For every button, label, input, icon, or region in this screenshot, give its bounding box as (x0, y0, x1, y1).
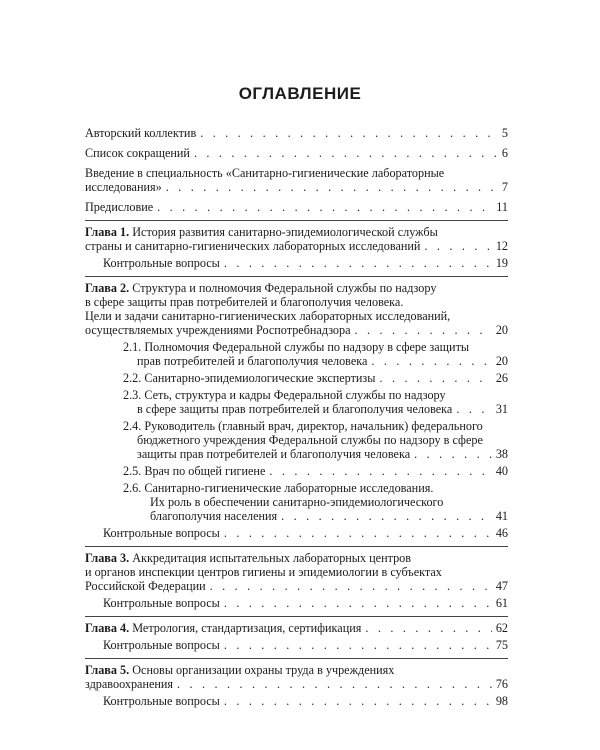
toc-entry-text: Их роль в обеспечении санитарно-эпидемиологического (150, 495, 444, 509)
toc-page-number: 5 (501, 126, 508, 140)
toc-entry-chapter-2[interactable] (85, 281, 508, 337)
toc-entry-section-2-5[interactable] (85, 464, 508, 478)
leader-dots (371, 354, 491, 368)
toc-entry-section-2-3[interactable] (85, 388, 508, 416)
leader-dots (200, 126, 498, 140)
toc-entry-section-2-6[interactable] (85, 481, 508, 523)
leader-dots (224, 526, 492, 540)
chapter-label: Глава 4. (85, 621, 130, 635)
toc-page-number: 26 (495, 371, 508, 385)
toc-page-number: 76 (495, 677, 508, 691)
toc-page-number: 19 (495, 256, 508, 270)
leader-dots (456, 402, 491, 416)
toc-entry-text: Контрольные вопросы (103, 596, 220, 610)
toc-entry-text: Полномочия Федеральной службы по надзору в сфере защиты (144, 340, 470, 354)
toc-page-number: 20 (495, 323, 508, 337)
toc-entry-text: Санитарно-эпидемиологические экспертизы (144, 371, 376, 385)
toc-entry-section-2-2[interactable] (85, 371, 508, 385)
toc-entry-text: Контрольные вопросы (103, 526, 220, 540)
leader-dots (157, 200, 492, 214)
toc-entry-text: Руководитель (главный врач, директор, начальник) федерального (144, 419, 483, 433)
toc-entry-chapter-4[interactable] (85, 621, 508, 635)
section-number: 2.1. (123, 340, 142, 354)
leader-dots (224, 256, 492, 270)
toc-entry-text: Авторский коллектив (85, 126, 197, 140)
toc-page-number: 31 (495, 402, 508, 416)
toc-entry-section-2-4[interactable] (85, 419, 508, 461)
leader-dots (224, 638, 492, 652)
toc-entry-chapter-3[interactable] (85, 551, 508, 593)
toc-page-number: 41 (495, 509, 508, 523)
section-number: 2.4. (123, 419, 142, 433)
toc-entry-text: осуществляемых учреждениями Роспотребнадзора (85, 323, 351, 337)
toc-entry-text: Структура и полномочия Федеральной службы по надзору (132, 281, 437, 295)
section-divider (85, 276, 508, 277)
section-number: 2.2. (123, 371, 142, 385)
toc-entry-section-2-1[interactable] (85, 340, 508, 368)
toc-entry-abbreviations[interactable] (85, 146, 508, 160)
chapter-label: Глава 1. (85, 225, 130, 239)
toc-entry-chapter-4-questions[interactable] (85, 638, 508, 652)
toc-page-number: 11 (496, 200, 508, 214)
toc-entry-text: Предисловие (85, 200, 154, 214)
toc-entry-chapter-5-questions[interactable] (85, 694, 508, 708)
toc-entry-text: История развития санитарно-эпидемиологической службы (132, 225, 438, 239)
toc-page-number: 7 (501, 180, 508, 194)
toc-entry-chapter-5[interactable] (85, 663, 508, 691)
toc-entry-text: исследования» (85, 180, 162, 194)
chapter-label: Глава 2. (85, 281, 130, 295)
toc-entry-text: и органов инспекции центров гигиены и эпидемиологии в субъектах (85, 565, 442, 579)
leader-dots (177, 677, 492, 691)
toc-entry-text: защиты прав потребителей и благополучия человека (137, 447, 411, 461)
toc-entry-text: здравоохранения (85, 677, 174, 691)
toc-entry-text: Врач по общей гигиене (144, 464, 266, 478)
toc-page-number: 6 (501, 146, 508, 160)
toc-entry-text: Контрольные вопросы (103, 638, 220, 652)
toc-entry-text: Цели и задачи санитарно-гигиенических лабораторных исследований, (85, 309, 451, 323)
toc-page-number: 61 (495, 596, 508, 610)
leader-dots (355, 323, 492, 337)
toc-entry-text: Санитарно-гигиенические лабораторные исследования. (144, 481, 434, 495)
leader-dots (281, 509, 492, 523)
leader-dots (166, 180, 498, 194)
toc-entry-chapter-1-questions[interactable] (85, 256, 508, 270)
toc-entry-text: в сфере защиты прав потребителей и благополучия человека (137, 402, 453, 416)
toc-entry-text: прав потребителей и благополучия человека (137, 354, 368, 368)
section-divider (85, 658, 508, 659)
toc-page-number: 20 (495, 354, 508, 368)
section-divider (85, 220, 508, 221)
leader-dots (269, 464, 491, 478)
leader-dots (414, 447, 492, 461)
leader-dots (424, 239, 491, 253)
toc-entry-introduction[interactable] (85, 166, 508, 194)
toc-entry-text: Введение в специальность «Санитарно-гигиенические лабораторные (85, 166, 445, 180)
section-number: 2.3. (123, 388, 142, 402)
toc-entry-chapter-1[interactable] (85, 225, 508, 253)
toc-entry-text: Контрольные вопросы (103, 256, 220, 270)
toc-page-number: 98 (495, 694, 508, 708)
section-divider (85, 546, 508, 547)
leader-dots (365, 621, 491, 635)
leader-dots (379, 371, 491, 385)
leader-dots (224, 694, 492, 708)
toc-entry-text: Контрольные вопросы (103, 694, 220, 708)
toc-entry-authors[interactable] (85, 126, 508, 140)
toc-entry-text: Метрология, стандартизация, сертификация (132, 621, 362, 635)
leader-dots (210, 579, 492, 593)
toc-page-number: 38 (495, 447, 508, 461)
toc-entry-text: бюджетного учреждения Федеральной службы по надзору в сфере (137, 433, 483, 447)
table-of-contents (85, 126, 508, 708)
leader-dots (194, 146, 498, 160)
toc-entry-chapter-2-questions[interactable] (85, 526, 508, 540)
section-number: 2.6. (123, 481, 142, 495)
chapter-label: Глава 5. (85, 663, 130, 677)
chapter-label: Глава 3. (85, 551, 130, 565)
section-divider (85, 616, 508, 617)
page-title: ОГЛАВЛЕНИЕ (238, 84, 362, 103)
toc-entry-text: Основы организации охраны труда в учреждениях (132, 663, 395, 677)
toc-entry-text: в сфере защиты прав потребителей и благополучия человека. (85, 295, 404, 309)
toc-page-number: 47 (495, 579, 508, 593)
toc-page-number: 46 (495, 526, 508, 540)
toc-entry-text: Список сокращений (85, 146, 190, 160)
toc-entry-text: Аккредитация испытательных лабораторных центров (132, 551, 412, 565)
section-number: 2.5. (123, 464, 142, 478)
toc-page-number: 12 (495, 239, 508, 253)
toc-page-number: 40 (495, 464, 508, 478)
toc-entry-text: Российской Федерации (85, 579, 206, 593)
toc-entry-chapter-3-questions[interactable] (85, 596, 508, 610)
toc-entry-text: страны и санитарно-гигиенических лабораторных исследований (85, 239, 421, 253)
toc-page-number: 75 (495, 638, 508, 652)
toc-page-number: 62 (495, 621, 508, 635)
toc-entry-text: Сеть, структура и кадры Федеральной службы по надзору (144, 388, 446, 402)
toc-entry-preface[interactable] (85, 200, 508, 214)
leader-dots (224, 596, 492, 610)
toc-entry-text: благополучия населения (150, 509, 278, 523)
